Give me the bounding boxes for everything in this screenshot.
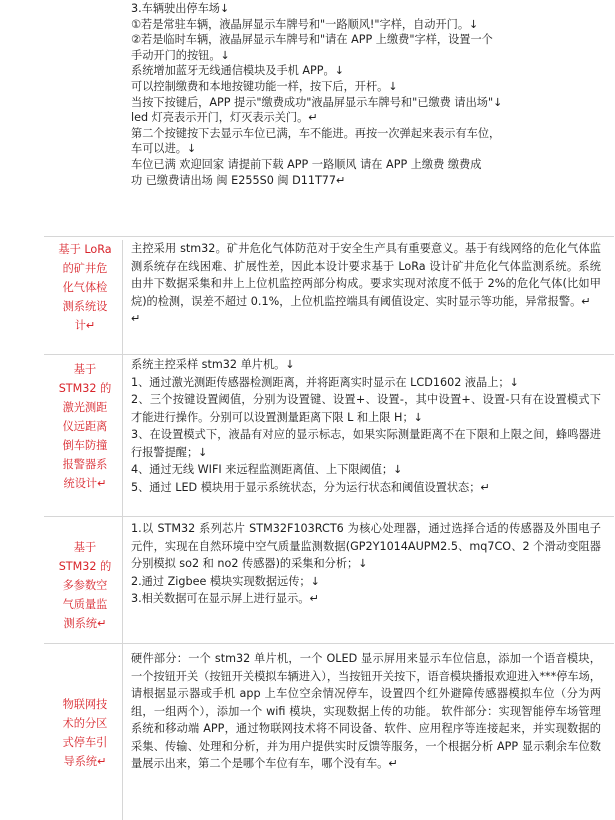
title-line: 测系统↵	[63, 617, 107, 630]
text-line: 3.车辆驶出停车场↓	[131, 2, 230, 15]
paragraph: 5、通过 LED 模块用于显示系统状态，分为运行状态和阈值设置状态；↵	[131, 480, 490, 494]
title-line: 测系统设	[62, 300, 108, 313]
row-title-lora	[52, 240, 118, 335]
title-line: 基于	[73, 541, 97, 554]
title-line: 激光测距	[62, 401, 108, 414]
text-line: 系统增加蓝牙无线通信模块及手机 APP。↓	[131, 64, 345, 78]
text-line: 第二个按键按下去显示车位已满，车不能进。再按一次弹起来表示有车位，	[131, 126, 501, 140]
text-line: ①若是常驻车辆，液晶屏显示车牌号和"一路顺风!"字样，自动开门。↓	[131, 17, 479, 31]
row-content-lora	[131, 240, 601, 328]
title-line: 仪远距离	[62, 420, 108, 433]
title-line: 报警器系	[62, 458, 108, 471]
row-content-laser-radar	[131, 356, 601, 496]
paragraph: 2.通过 Zigbee 模块实现数据远传；↓	[131, 574, 320, 588]
table-row-divider	[44, 643, 614, 644]
text-line: 车可以进。↓	[131, 142, 197, 156]
text-line: 车位已满 欢迎回家 请提前下载 APP 一路顺风 请在 APP 上缴费 缴费成	[131, 157, 482, 171]
row-title-laser-radar	[52, 360, 118, 493]
paragraph: 系统主控采样 stm32 单片机。↓	[131, 358, 295, 371]
paragraph: 2、三个按键设置阈值，分别为设置键、设置+、设置-，其中设置+、设置-只有在设置模式下才能进行操作。分别可以设置测量距离下限 L 和上限 H；↓	[131, 393, 601, 424]
table-row-divider	[44, 236, 614, 237]
table-row-divider	[44, 354, 614, 355]
row-content-parking-guide	[131, 650, 601, 773]
title-line: 气质量监	[62, 598, 108, 611]
table-row-divider	[44, 516, 614, 517]
title-line: 倒车防撞	[62, 439, 108, 452]
table-column-divider	[122, 240, 123, 820]
row-title-parking-guide	[52, 695, 118, 771]
text-line: led 灯亮表示开门，灯灭表示关门。↵	[131, 111, 318, 125]
title-line: 物联网技	[62, 698, 108, 711]
paragraph: 4、通过无线 WIFI 来远程监测距离值、上下限阈值；↓	[131, 463, 403, 476]
title-line: STM32 的	[58, 560, 112, 573]
title-line: STM32 的	[58, 382, 112, 395]
title-line: 术的分区	[62, 717, 108, 730]
text-line: ②若是临时车辆，液晶屏显示车牌号和"请在 APP 上缴费"字样，设置一个	[131, 33, 493, 47]
title-line: 式停车引	[62, 736, 108, 749]
title-line: 基于	[73, 363, 97, 376]
paragraph: 1.以 STM32 系列芯片 STM32F103RCT6 为核心处理器，通过选择合适的传感器及外围电子元件，实现在自然环境中空气质量监测数据(GP2Y1014AUPM2.5、mq7CO、2 个滑动变阻器分别模拟 so2 和 no2 传感器)的采集和分析；↓	[131, 522, 601, 570]
paragraph: 1、通过激光测距传感器检测距离，并将距离实时显示在 LCD1602 液晶上；↓	[131, 375, 519, 389]
paragraph: 3.相关数据可在显示屏上进行显示。↵	[131, 592, 319, 605]
paragraph: 3、在设置模式下，液晶有对应的显示标志，如果实际测量距离不在下限和上限之间，蜂鸣器进行报警提醒；↓	[131, 428, 601, 459]
text-line: 手动开门的按钮。↓	[131, 48, 230, 62]
paragraph: 主控采用 stm32。矿井危化气体防范对于安全生产具有重要意义。基于有线网络的危化气体监测系统存在线困难、扩展性差，因此本设计要求基于 LoRa 设计矿井危化气体监测系统。系统由井下数据采集和井上上位机监控两部分构成。要求实现对浓度不低于 2%的危化气体(比如甲烷)的检测，误差不超过 0.1%，上位机监控端具有阈值设定、实时显示等功能，异常报警。↵	[131, 242, 601, 308]
row-title-air-quality	[52, 538, 118, 633]
title-line: 统设计↵	[63, 477, 107, 490]
row-content-air-quality	[131, 520, 601, 608]
title-line: 多参数空	[62, 579, 108, 592]
title-line: 的矿井危	[62, 262, 108, 275]
top-text-block	[131, 1, 601, 188]
title-line: 计↵	[74, 319, 96, 332]
title-line: 基于 LoRa	[58, 243, 112, 256]
paragraph: ↵	[131, 312, 141, 325]
text-line: 当按下按键后，APP 提示"缴费成功"液晶屏显示车牌号和"已缴费 请出场"↓	[131, 95, 503, 109]
text-line: 可以控制缴费和本地按键功能一样，按下后，开杆。↓	[131, 79, 398, 93]
text-line: 功 已缴费请出场 闽 E255S0 闽 D11T77↵	[131, 173, 346, 187]
title-line: 导系统↵	[63, 755, 107, 768]
paragraph: 硬件部分：一个 stm32 单片机，一个 OLED 显示屏用来显示车位信息，添加一个语音模块，一个按钮开关（按钮开关模拟车辆进入），当按钮开关按下，语音模块播报欢迎进入***停车场，请根据显示器或手机 app 上车位空余情况停车，设置四个红外避障传感器模拟车位（分为两组，一组两个），添加一个 wifi 模块，实现数据上传的功能。 软件部分：实现智能停车场管理系统和移动端 APP，通过物联网技术将不同设备、软件、应用程序等连接起来，并实现数据的采集、传输、处理和分析，并为用户提供实时反馈等服务，一个根据分析 APP 显示剩余车位数量展示出来，第二个是哪个车位有车，哪个没有车。↵	[131, 652, 601, 770]
title-line: 化气体检	[62, 281, 108, 294]
